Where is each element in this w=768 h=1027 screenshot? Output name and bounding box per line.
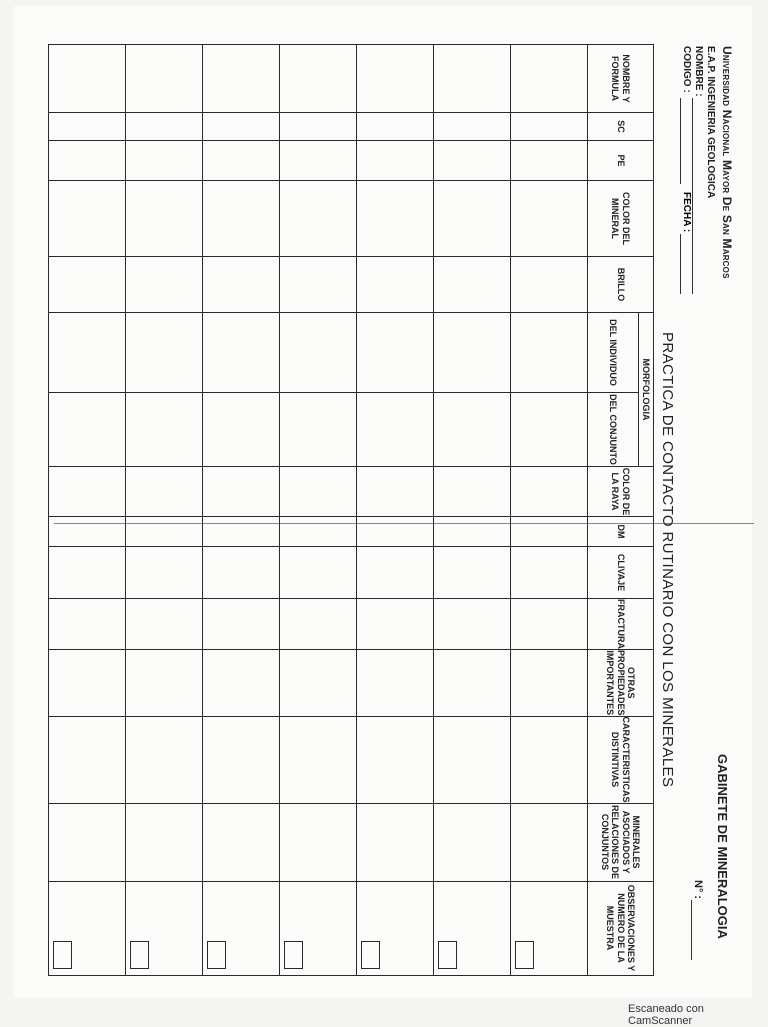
table-cell[interactable] (357, 881, 434, 975)
table-cell[interactable] (280, 467, 357, 517)
col-fractura: FRACTURA (588, 599, 654, 650)
table-cell[interactable] (434, 599, 511, 650)
table-cell[interactable] (126, 141, 203, 181)
col-observaciones: OBSERVACIONES Y NUMERO DE LA MUESTRA (588, 881, 654, 975)
table-cell[interactable] (357, 141, 434, 181)
table-cell[interactable] (434, 45, 511, 113)
table-row (511, 45, 588, 976)
table-row (203, 45, 280, 976)
table-cell[interactable] (511, 547, 588, 599)
table-row (49, 45, 126, 976)
table-cell[interactable] (126, 716, 203, 803)
table-cell[interactable] (280, 141, 357, 181)
table-cell[interactable] (357, 113, 434, 141)
table-cell[interactable] (280, 547, 357, 599)
table-cell[interactable] (511, 141, 588, 181)
table-cell[interactable] (203, 141, 280, 181)
table-cell[interactable] (511, 467, 588, 517)
table-cell[interactable] (126, 650, 203, 717)
table-cell[interactable] (203, 517, 280, 547)
table-cell[interactable] (434, 113, 511, 141)
table-cell[interactable] (357, 467, 434, 517)
table-cell[interactable] (203, 881, 280, 975)
header-row-1 (639, 45, 654, 976)
table-cell[interactable] (203, 716, 280, 803)
school-name: E.A.P. INGENIERIA GEOLOGICA (705, 46, 716, 199)
table-cell[interactable] (280, 113, 357, 141)
cabinet-title: GABINETE DE MINERALOGIA (715, 754, 730, 939)
table-cell[interactable] (434, 716, 511, 803)
table-cell[interactable] (49, 517, 126, 547)
table-cell[interactable] (280, 313, 357, 393)
table-cell[interactable] (357, 393, 434, 467)
date-line (680, 234, 681, 294)
table-cell[interactable] (434, 650, 511, 717)
table-cell[interactable] (126, 881, 203, 975)
table-cell[interactable] (49, 141, 126, 181)
table-cell[interactable] (49, 313, 126, 393)
table-row (280, 45, 357, 976)
table-cell[interactable] (49, 881, 126, 975)
table-cell[interactable] (203, 393, 280, 467)
table-cell[interactable] (49, 547, 126, 599)
table-cell[interactable] (203, 45, 280, 113)
table-cell[interactable] (511, 599, 588, 650)
table-cell[interactable] (49, 45, 126, 113)
table-cell[interactable] (511, 517, 588, 547)
table-cell[interactable] (49, 257, 126, 313)
table-cell[interactable] (357, 599, 434, 650)
table-cell[interactable] (49, 716, 126, 803)
table-cell[interactable] (126, 547, 203, 599)
col-otras-propiedades: OTRAS PROPIEDADES IMPORTANTES (588, 650, 654, 717)
col-dm: DM (588, 517, 654, 547)
table-cell[interactable] (126, 257, 203, 313)
table-cell[interactable] (280, 650, 357, 717)
date-label: FECHA : (681, 192, 692, 233)
table-cell[interactable] (357, 716, 434, 803)
table-body (49, 45, 588, 976)
table-cell[interactable] (434, 467, 511, 517)
university-name: Universidad Nacional Mayor De San Marcos (720, 46, 734, 279)
practice-title: PRACTICA DE CONTACTO RUTINARIO CON LOS MINERALES (659, 332, 676, 788)
col-sc: SC (588, 113, 654, 141)
col-clivaje: CLIVAJE (588, 547, 654, 599)
table-cell[interactable] (126, 181, 203, 257)
table-cell[interactable] (280, 803, 357, 881)
table-cell[interactable] (434, 547, 511, 599)
table-cell[interactable] (49, 599, 126, 650)
table-cell[interactable] (126, 467, 203, 517)
table-cell[interactable] (511, 181, 588, 257)
name-line (692, 98, 693, 294)
table-cell[interactable] (280, 45, 357, 113)
table-cell[interactable] (357, 517, 434, 547)
table-cell[interactable] (434, 257, 511, 313)
table-cell[interactable] (49, 181, 126, 257)
table-cell[interactable] (203, 113, 280, 141)
rotated-form (14, 6, 752, 998)
col-mineral-color: COLOR DEL MINERAL (588, 181, 654, 257)
col-brillo: BRILLO (588, 257, 654, 313)
table-cell[interactable] (126, 313, 203, 393)
table-cell[interactable] (511, 45, 588, 113)
code-line (680, 98, 681, 184)
table-cell[interactable] (49, 467, 126, 517)
table-cell[interactable] (126, 393, 203, 467)
table-cell[interactable] (49, 650, 126, 717)
table-cell[interactable] (49, 393, 126, 467)
col-pe: PE (588, 141, 654, 181)
table-cell[interactable] (511, 881, 588, 975)
table-cell[interactable] (511, 313, 588, 393)
table-cell[interactable] (434, 517, 511, 547)
table-cell[interactable] (49, 803, 126, 881)
table-cell[interactable] (280, 517, 357, 547)
table-cell[interactable] (203, 181, 280, 257)
table-cell[interactable] (280, 393, 357, 467)
number-label: N° : (692, 880, 704, 900)
table-cell[interactable] (203, 650, 280, 717)
table-cell[interactable] (203, 257, 280, 313)
table-cell[interactable] (203, 547, 280, 599)
table-cell[interactable] (126, 599, 203, 650)
table-cell[interactable] (357, 257, 434, 313)
col-del-conjunto: DEL CONJUNTO (588, 393, 639, 467)
table-cell[interactable] (434, 803, 511, 881)
col-name-formula: NOMBRE Y FORMULA (588, 45, 654, 113)
col-caracteristicas: CARACTERISTICAS DISTINTIVAS (588, 716, 654, 803)
table-cell[interactable] (280, 257, 357, 313)
table-cell[interactable] (49, 113, 126, 141)
table-cell[interactable] (357, 45, 434, 113)
table-cell[interactable] (203, 599, 280, 650)
table-cell[interactable] (203, 467, 280, 517)
table-cell[interactable] (280, 181, 357, 257)
mineral-table (48, 44, 654, 976)
table-cell[interactable] (203, 313, 280, 393)
table-cell[interactable] (280, 881, 357, 975)
table-cell[interactable] (357, 313, 434, 393)
table-cell[interactable] (511, 393, 588, 467)
table-cell[interactable] (357, 547, 434, 599)
table-cell[interactable] (511, 803, 588, 881)
table-cell[interactable] (434, 881, 511, 975)
table-cell[interactable] (280, 716, 357, 803)
table-cell[interactable] (434, 141, 511, 181)
number-line (691, 900, 692, 960)
table-cell[interactable] (357, 650, 434, 717)
table-row (434, 45, 511, 976)
table-cell[interactable] (511, 257, 588, 313)
table-cell[interactable] (434, 313, 511, 393)
table-cell[interactable] (126, 517, 203, 547)
table-cell[interactable] (434, 181, 511, 257)
col-morfologia: MORFOLOGIA (639, 313, 654, 467)
table-row (357, 45, 434, 976)
col-color-raya: COLOR DE LA RAYA (588, 467, 654, 517)
table-cell[interactable] (126, 113, 203, 141)
table-cell[interactable] (511, 113, 588, 141)
table-cell[interactable] (357, 803, 434, 881)
col-del-individuo: DEL INDIVIDUO (588, 313, 639, 393)
code-label: CODIGO : (681, 46, 692, 93)
scanner-watermark: Escaneado con CamScanner (628, 1003, 704, 1027)
table-cell[interactable] (511, 650, 588, 717)
table-cell[interactable] (357, 181, 434, 257)
table-cell[interactable] (126, 45, 203, 113)
table-cell[interactable] (126, 803, 203, 881)
col-minerales-asociados: MINERALES ASOCIADOS Y RELACIONES DE CONJUNTOS (588, 803, 654, 881)
table-cell[interactable] (203, 803, 280, 881)
table-cell[interactable] (511, 716, 588, 803)
form-page (14, 6, 752, 998)
table-row (126, 45, 203, 976)
table-cell[interactable] (280, 599, 357, 650)
table-cell[interactable] (434, 393, 511, 467)
name-label: NOMBRE : (693, 46, 704, 97)
